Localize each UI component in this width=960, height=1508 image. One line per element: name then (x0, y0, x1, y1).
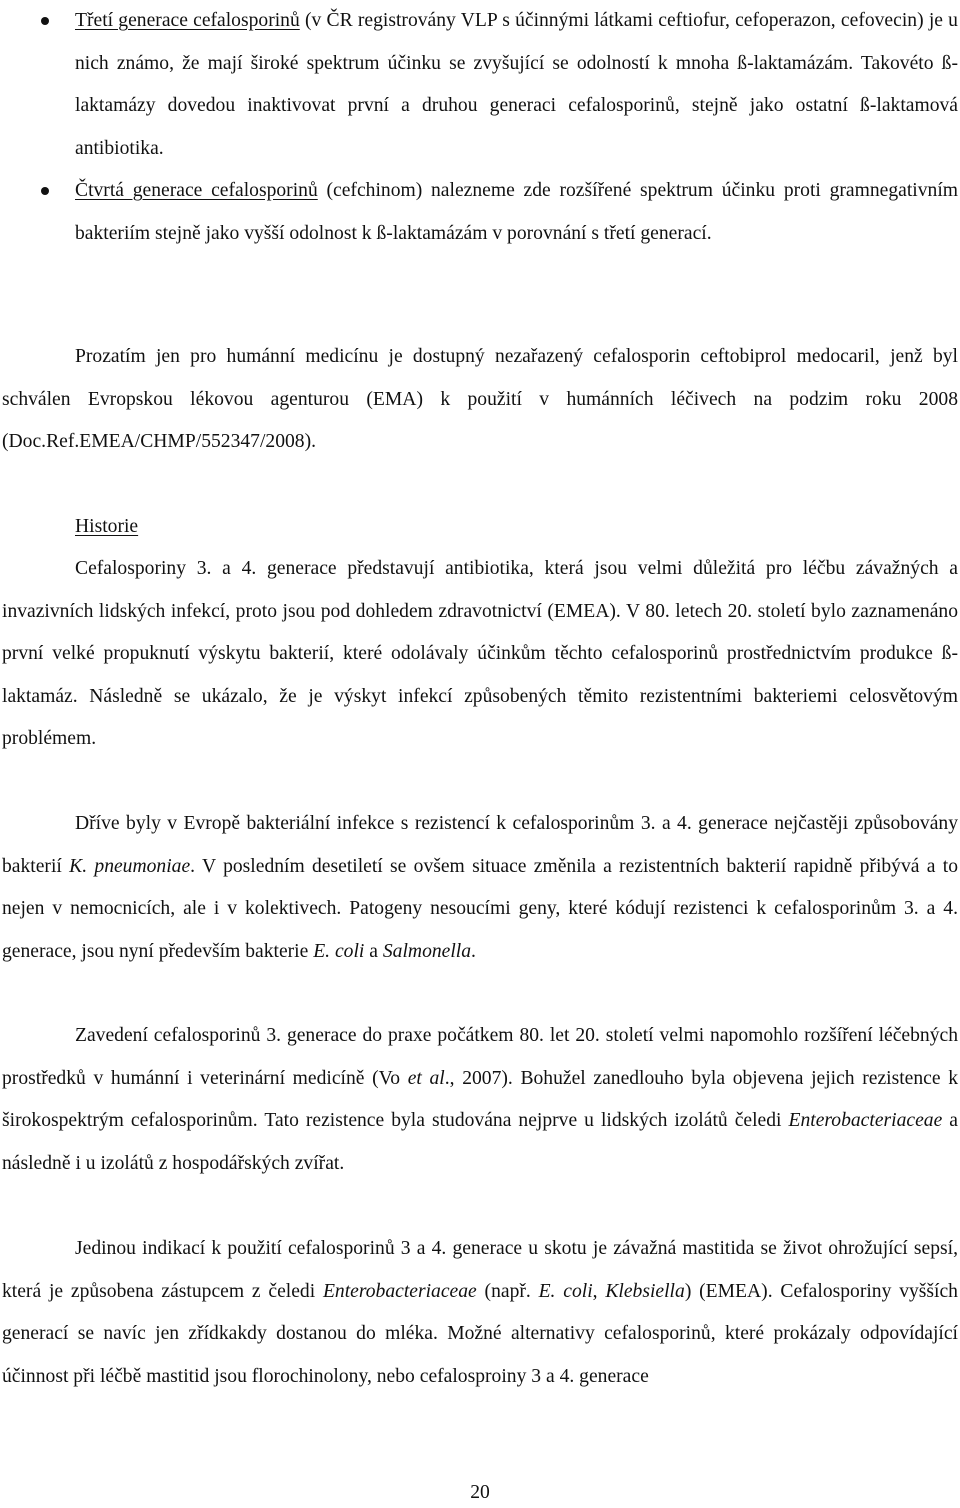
text-run: ) (EMEA). Cefalosporiny vyšších generací se navíc jen zřídkakdy dostanou do mléka. Možné alternativy cefalosporinů, které prokázaly odpovídající účinnost při léčbě mastitid jsou florochinolony, nebo cefalosproiny 3 a 4. generace (2, 1280, 958, 1387)
bullet-term: Čtvrtá generace cefalosporinů (75, 180, 318, 201)
paragraph-prozatim: Prozatím jen pro humánní medicínu je dostupný nezařazený cefalosporin ceftobiprol medocaril, jenž byl schválen Evropskou lékovou agenturou (EMA) k použití v humánních léčivech na podzim roku 2008 (Doc.Ref.EMEA/CHMP/552347/2008). (2, 346, 958, 452)
bullet-term: Třetí generace cefalosporinů (75, 10, 300, 31)
text-run: . V posledním desetiletí se ovšem situace změnila a rezistentních bakterií rapidně přibývá a to nejen v nemocnicích, ale i v kolektivech. Patogeny nesoucími geny, které kódují rezistenci k cefalosporinům 3. a 4. generace, jsou nyní především bakterie (2, 855, 958, 962)
text-run: a (364, 940, 383, 962)
paragraph-jedinou (2, 1228, 958, 1398)
bullet-text: (v ČR registrovány VLP s účinnými látkami ceftiofur, cefoperazon, cefovecin) je u nich známo, že mají široké spektrum účinku se zvyšující se odolností k mnoha ß-laktamázám. Takovéto ß-laktamázy dovedou inaktivovat první a druhou generaci cefalosporinů, stejně jako ostatní ß-laktamová antibiotika. (75, 10, 958, 159)
text-run: . (471, 940, 476, 962)
page-number: 20 (470, 1482, 490, 1503)
italic-term: Klebsiella (605, 1280, 685, 1302)
bullet-item-third-generation (0, 0, 960, 170)
italic-term: Enterobacteriaceae (788, 1110, 943, 1131)
section-heading: Historie (75, 516, 139, 537)
italic-term: E. coli (313, 940, 365, 962)
italic-term: Enterobacteriaceae (322, 1280, 477, 1302)
paragraph-zavedeni (2, 1015, 958, 1185)
italic-term: Salmonella (382, 940, 472, 962)
text-run: , (592, 1280, 606, 1302)
italic-term: K. pneumoniae (69, 855, 191, 877)
paragraph-drive (2, 803, 958, 973)
bullet-dot-icon (41, 17, 49, 25)
paragraph-historie: Cefalosporiny 3. a 4. generace představují antibiotika, která jsou velmi důležitá pro léčbu závažných a invazivních lidských infekcí, proto jsou pod dohledem zdravotnictví (EMEA). V 80. letech 20. století bylo zaznamenáno první velké propuknutí výskytu bakterií, které odolávaly účinkům těchto cefalosporinů prostřednictvím produkce ß-laktamáz. Následně se ukázalo, že je výskyt infekcí způsobených těmito rezistentními bakteriemi celosvětovým problémem. (2, 558, 958, 749)
text-run: ., 2007). Bohužel zanedlouho byla objevena jejich rezistence k širokospektrým cefalosporinům. Tato rezistence byla studována nejprve u lidských izolátů čeledi (2, 1067, 958, 1131)
text-run: Zavedení cefalosporinů 3. generace do praxe počátkem 80. let 20. století velmi napomohlo rozšíření léčebných prostředků v humánní i veterinární medicíně (Vo (2, 1025, 958, 1089)
text-run: Dříve byly v Evropě bakteriální infekce s rezistencí k cefalosporinům 3. a 4. generace nejčastěji způsobovány bakterií (2, 813, 958, 877)
bullet-item-fourth-generation (0, 170, 960, 255)
bullet-list (0, 0, 960, 255)
bullet-text: (cefchinom) nalezneme zde rozšířené spektrum účinku proti gramnegativním bakteriím stejně jako vyšší odolnost k ß-laktamázám v porovnání s třetí generací. (75, 180, 958, 244)
bullet-dot-icon (41, 187, 49, 195)
italic-term: E. coli (538, 1280, 593, 1302)
text-run: Jedinou indikací k použití cefalosporinů 3 a 4. generace u skotu je závažná mastitida se život ohrožující sepsí, která je způsobena zástupcem z čeledi (2, 1238, 958, 1302)
text-run: a následně i u izolátů z hospodářských zvířat. (2, 1110, 958, 1174)
text-run: (např. (476, 1280, 539, 1302)
italic-term: et al (407, 1067, 445, 1089)
